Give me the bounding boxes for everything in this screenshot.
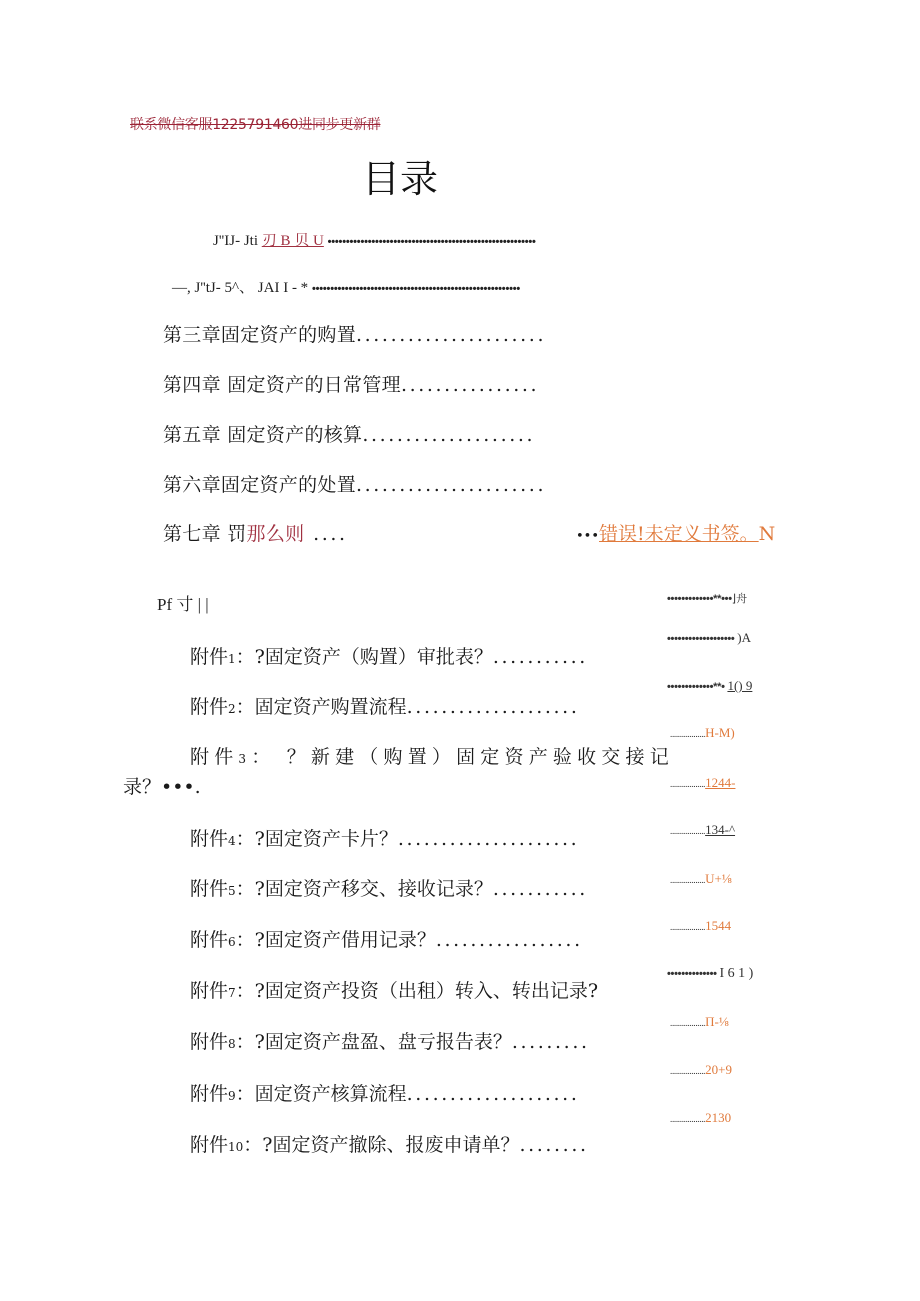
appendix-3-page2 (670, 775, 735, 791)
appendix-6-num: 6 (228, 935, 236, 949)
toc-entry-1-red: 刃 B 贝 U (261, 233, 324, 249)
appendix-8-prefix: 附件 (190, 1031, 229, 1053)
appendix-2-title: ：固定资产购置流程 (235, 696, 407, 718)
chapter-7-red: 那么则 (246, 523, 305, 545)
page-title: 目录 (362, 157, 439, 201)
appendix-header-leader: •••••••••••••**••• (667, 593, 732, 605)
appendix-3-page-num: H-M) (705, 725, 735, 740)
appendix-1-num: 1 (228, 652, 236, 666)
appendix-9 (190, 1079, 579, 1106)
header-note: 联系微信客服1225791460进同步更新群 (130, 117, 381, 133)
appendix-7-leader: •••••••••••••• (667, 968, 720, 980)
appendix-7 (190, 976, 598, 1003)
appendix-7-num: 7 (228, 986, 236, 1000)
appendix-9-page (670, 1062, 732, 1078)
appendix-7-prefix: 附件 (190, 980, 229, 1002)
error-suffix: N (758, 523, 776, 545)
appendix-2-prefix: 附件 (190, 696, 229, 718)
appendix-10-prefix: 附件 (190, 1134, 229, 1156)
toc-entry-2 (172, 276, 520, 297)
appendix-10-page-num: 2130 (705, 1110, 732, 1125)
appendix-10-page (670, 1110, 731, 1126)
toc-chapter-4 (163, 370, 539, 397)
appendix-9-leader: .................. (670, 1066, 706, 1076)
appendix-4-leader: .................. (670, 826, 706, 836)
appendix-5-num: 5 (228, 884, 236, 898)
appendix-10-num: 10 (228, 1140, 244, 1154)
appendix-5-page-num: U+⅛ (705, 871, 732, 886)
appendix-3-line2: 录？•••. (123, 776, 201, 798)
chapter-4-dots: ................ (400, 374, 540, 396)
appendix-8-page-num: Π-⅛ (705, 1014, 729, 1029)
appendix-header-page (667, 590, 747, 606)
chapter-4-label: 第四章 固定资产的日常管理 (163, 374, 401, 396)
appendix-8-page (670, 1014, 729, 1030)
appendix-4 (190, 824, 579, 851)
appendix-1-prefix: 附件 (190, 646, 229, 668)
toc-entry-2-dots: ••••••••••••••••••••••••••••••••••••••••••••••••••••••••• (311, 283, 521, 295)
appendix-9-prefix: 附件 (190, 1083, 229, 1105)
appendix-3-prefix: 附件 (190, 746, 239, 768)
chapter-7-dots: .... (304, 523, 348, 545)
toc-entry-2-text: —, J''tJ- 5^、 JAI I - * (172, 280, 312, 296)
appendix-7-page (667, 965, 753, 982)
appendix-2-page-num: 1() 9 (727, 678, 753, 693)
error-prefix: ••• (576, 529, 600, 544)
appendix-4-page-num: 134-^ (705, 822, 736, 837)
chapter-7-error (576, 519, 775, 546)
appendix-4-title: ：?固定资产卡片？ (235, 828, 398, 850)
error-bookmark-link[interactable]: 错误!未定义书签。 (599, 523, 759, 545)
appendix-3-title: ： ？新建（购置）固定资产验收交接记 (251, 746, 674, 768)
appendix-3-leader: .................. (670, 729, 706, 739)
toc-entry-1-text: J''IJ- Jti (213, 233, 262, 249)
appendix-10 (190, 1130, 589, 1157)
appendix-4-dots: ..................... (397, 828, 580, 850)
appendix-1-title: ：?固定资产（购置）审批表？ (235, 646, 493, 668)
appendix-6-title: ：?固定资产借用记录？ (235, 929, 436, 951)
appendix-10-dots: ........ (519, 1134, 589, 1156)
toc-chapter-7 (163, 519, 348, 546)
appendix-6-leader: .................. (670, 922, 706, 932)
chapter-5-label: 第五章 固定资产的核算 (163, 424, 363, 446)
appendix-3-page (670, 725, 735, 741)
appendix-7-title: ：?固定资产投资（出租）转入、转出记录? (235, 980, 599, 1002)
appendix-1 (190, 642, 588, 669)
toc-chapter-6 (163, 470, 546, 497)
chapter-6-label: 第六章固定资产的处置 (163, 474, 357, 496)
appendix-5-title: ：?固定资产移交、接收记录？ (235, 878, 493, 900)
appendix-2-num: 2 (228, 702, 236, 716)
appendix-5-prefix: 附件 (190, 878, 229, 900)
appendix-8-title: ：?固定资产盘盈、盘亏报告表？ (235, 1031, 512, 1053)
appendix-5-page (670, 871, 732, 887)
appendix-8 (190, 1027, 590, 1054)
chapter-7-label: 第七章 罚 (163, 523, 247, 545)
appendix-5 (190, 874, 588, 901)
toc-entry-1-dots: ••••••••••••••••••••••••••••••••••••••••••••••••••••••••• (327, 236, 536, 248)
appendix-9-num: 9 (228, 1089, 236, 1103)
appendix-5-dots: ........... (492, 878, 588, 900)
appendix-6-page-num: 1544 (705, 918, 732, 933)
appendix-3-page2-num: 1244- (705, 775, 736, 790)
appendix-1-page (667, 630, 751, 646)
appendix-header: Pf 寸 | | (157, 595, 209, 614)
appendix-4-num: 4 (228, 834, 236, 848)
toc-chapter-3 (163, 320, 546, 347)
appendix-6-page (670, 918, 731, 934)
appendix-10-title: ：?固定资产撤除、报废申请单？ (243, 1134, 520, 1156)
chapter-6-dots: ...................... (356, 474, 547, 496)
appendix-6-dots: ................. (435, 929, 583, 951)
appendix-2 (190, 692, 579, 719)
appendix-8-dots: ......... (511, 1031, 590, 1053)
toc-entry-1 (213, 229, 536, 250)
appendix-3-num: 3 (238, 752, 252, 766)
appendix-3 (190, 742, 674, 769)
chapter-3-dots: ...................... (356, 324, 547, 346)
appendix-8-leader: .................. (670, 1018, 706, 1028)
appendix-6 (190, 925, 583, 952)
appendix-7-page-num: I 6 1 ) (719, 966, 754, 981)
appendix-5-leader: .................. (670, 875, 706, 885)
appendix-4-prefix: 附件 (190, 828, 229, 850)
appendix-4-page (670, 822, 735, 838)
appendix-2-dots: .................... (406, 696, 580, 718)
appendix-2-leader: •••••••••••••**• (667, 681, 728, 693)
appendix-2-page (667, 678, 752, 694)
appendix-9-dots: .................... (406, 1083, 580, 1105)
appendix-header-page-num: ⌋舟 (731, 593, 748, 605)
toc-chapter-5 (163, 420, 535, 447)
appendix-1-leader: ••••••••••••••••••• (667, 633, 738, 645)
appendix-9-page-num: 20+9 (705, 1062, 732, 1077)
chapter-3-label: 第三章固定资产的购置 (163, 324, 357, 346)
appendix-3-leader2: .................. (670, 779, 706, 789)
appendix-9-title: ：固定资产核算流程 (235, 1083, 407, 1105)
chapter-5-dots: .................... (362, 424, 536, 446)
appendix-6-prefix: 附件 (190, 929, 229, 951)
appendix-1-dots: ........... (492, 646, 588, 668)
appendix-10-leader: .................. (670, 1114, 706, 1124)
appendix-8-num: 8 (228, 1037, 236, 1051)
appendix-1-page-num: )A (737, 630, 751, 645)
